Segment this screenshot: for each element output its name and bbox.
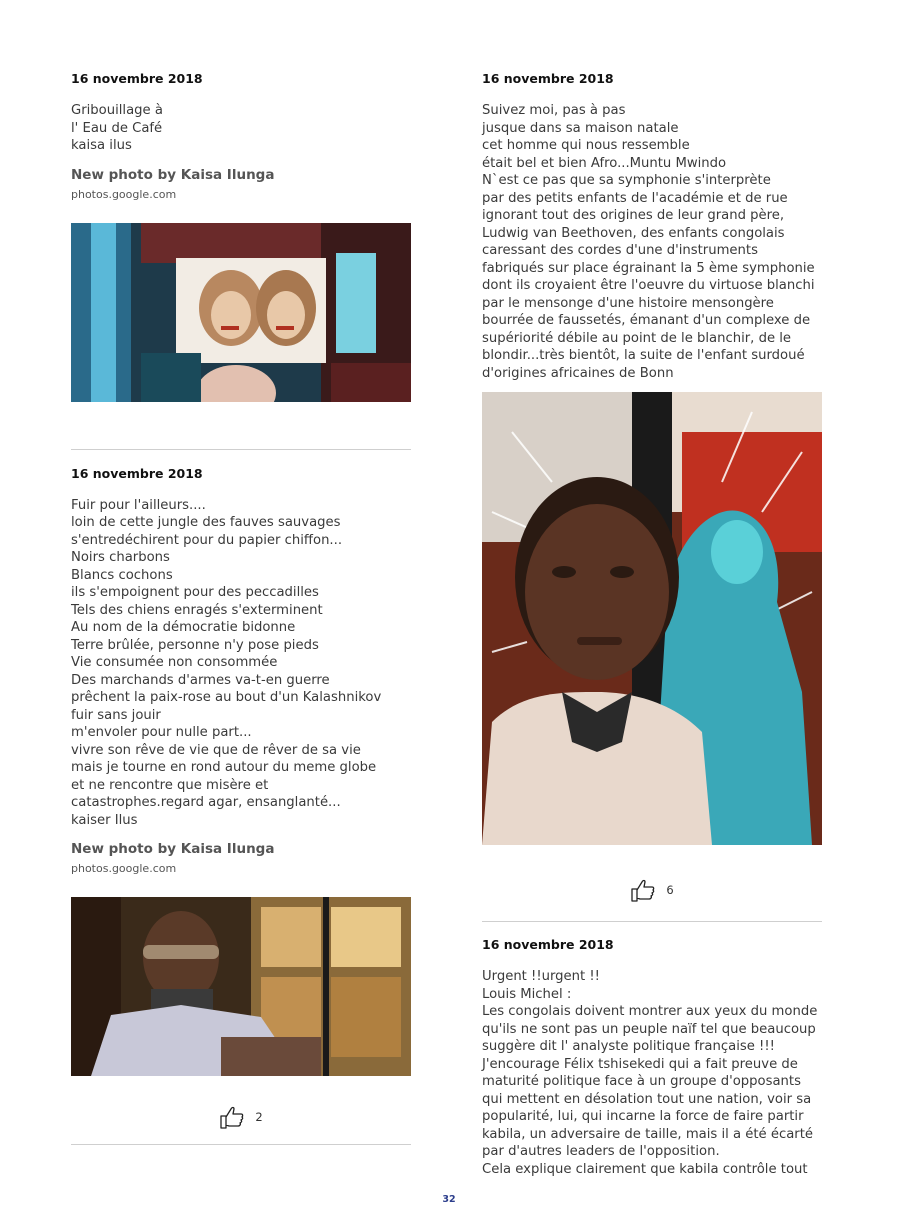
post-line: caressant des cordes d'une d'instruments xyxy=(482,243,758,258)
post-line: prêchent la paix-rose au bout d'un Kalashnikov xyxy=(71,690,382,705)
thumbs-up-icon[interactable] xyxy=(630,877,656,903)
post-date: 16 novembre 2018 xyxy=(482,71,614,86)
post-text xyxy=(482,968,822,1178)
post-line: J'encourage Félix tshisekedi qui a fait preuve de xyxy=(482,1056,798,1072)
post-line: m'envoler pour nulle part... xyxy=(71,725,252,740)
post-line: Ludwig van Beethoven, des enfants congolais xyxy=(482,225,785,241)
post-line: bourrée de faussetés, émanant d'un complexe de xyxy=(482,313,811,328)
post-line: cet homme qui nous ressemble xyxy=(482,138,690,153)
post-line: Noirs charbons xyxy=(71,550,170,565)
post-line: par le mensonge d'une histoire mensongère xyxy=(482,295,774,311)
left-column xyxy=(71,70,411,1145)
post-text xyxy=(71,102,411,155)
like-count: 2 xyxy=(255,1110,263,1124)
post-line: Blancs cochons xyxy=(71,567,173,583)
post-line: catastrophes.regard agar, ensanglanté... xyxy=(71,795,341,810)
post-line: Gribouillage à xyxy=(71,103,163,118)
post-line: Vie consumée non consommée xyxy=(71,655,278,670)
post-line: fabriqués sur place égrainant la 5 ème symphonie xyxy=(482,260,815,276)
post-line: par d'autres leaders de l'opposition. xyxy=(482,1144,720,1159)
post-line: était bel et bien Afro...Muntu Mwindo xyxy=(482,155,727,171)
post-line: et ne rencontre que misère et xyxy=(71,777,269,793)
post-line: Fuir pour l'ailleurs.... xyxy=(71,497,206,513)
divider xyxy=(71,1144,411,1145)
post-line: ils s'empoignent pour des peccadilles xyxy=(71,585,319,600)
post-line: Au nom de la démocratie bidonne xyxy=(71,620,296,635)
post-line: qu'ils ne sont pas un peuple naïf tel que beaucoup xyxy=(482,1021,816,1037)
post-date: 16 novembre 2018 xyxy=(71,465,203,481)
post-text xyxy=(482,102,822,382)
post-line: Les congolais doivent montrer aux yeux du monde xyxy=(482,1004,818,1019)
post-beethoven xyxy=(482,70,822,922)
like-row xyxy=(71,1104,411,1130)
post-line: jusque dans sa maison natale xyxy=(482,120,679,136)
post-line: Urgent !!urgent !! xyxy=(482,969,600,984)
post-line: l' Eau de Café xyxy=(71,120,163,136)
photo-link-title[interactable]: New photo by Kaisa Ilunga xyxy=(71,166,275,183)
post-date: 16 novembre 2018 xyxy=(482,937,614,952)
post-line: Cela explique clairement que kabila contrôle tout xyxy=(482,1161,808,1177)
post-line: loin de cette jungle des fauves sauvages xyxy=(71,515,341,530)
post-line: mais je tourne en rond autour du meme globe xyxy=(71,760,377,775)
post-line: ignorant tout des origines de leur grand père, xyxy=(482,208,785,223)
post-line: kaiser Ilus xyxy=(71,812,138,828)
post-fuir xyxy=(71,465,411,1146)
portrait-photo[interactable] xyxy=(71,897,411,1076)
post-line: Louis Michel : xyxy=(482,986,572,1002)
selfie-statue-photo[interactable] xyxy=(482,392,822,845)
post-line: kaisa ilus xyxy=(71,138,132,153)
post-line: Tels des chiens enragés s'exterminent xyxy=(71,602,323,618)
divider xyxy=(482,921,822,922)
post-line: suggère dit l' analyste politique française !!! xyxy=(482,1039,775,1054)
post-text xyxy=(71,497,411,830)
post-line: N`est ce pas que sa symphonie s'interprète xyxy=(482,173,771,188)
post-line: maturité politique face à un groupe d'opposants xyxy=(482,1074,801,1089)
post-date: 16 novembre 2018 xyxy=(71,71,203,86)
like-count: 6 xyxy=(666,883,674,897)
painting-photo[interactable] xyxy=(71,223,411,402)
post-line: kabila, un adversaire de taille, mais il a été écarté xyxy=(482,1126,814,1142)
post-line: blondir...très bientôt, la suite de l'enfant surdoué xyxy=(482,348,805,363)
photo-link-source[interactable]: photos.google.com xyxy=(71,187,177,201)
post-urgent xyxy=(482,936,822,1178)
post-line: s'entredéchirent pour du papier chiffon... xyxy=(71,532,343,548)
post-line: Suivez moi, pas à pas xyxy=(482,103,626,118)
post-line: Terre brûlée, personne n'y pose pieds xyxy=(71,637,319,653)
divider xyxy=(71,449,411,450)
right-column xyxy=(482,70,822,1178)
post-line: popularité, lui, qui incarne la force de faire partir xyxy=(482,1109,804,1124)
thumbs-up-icon[interactable] xyxy=(219,1104,245,1130)
post-line: fuir sans jouir xyxy=(71,707,161,723)
post-line: supériorité débile au point de le blanchir, de le xyxy=(482,330,792,346)
page-number: 32 xyxy=(442,1194,456,1205)
post-line: par des petits enfants de l'académie et de rue xyxy=(482,190,788,206)
post-line: d'origines africaines de Bonn xyxy=(482,365,674,381)
post-line: vivre son rêve de vie que de rêver de sa vie xyxy=(71,742,361,758)
post-line: qui mettent en désolation tout une nation, voir sa xyxy=(482,1091,812,1107)
photo-link-title[interactable]: New photo by Kaisa Ilunga xyxy=(71,841,275,857)
post-gribouillage xyxy=(71,70,411,450)
photo-link-source[interactable]: photos.google.com xyxy=(71,862,177,875)
post-line: Des marchands d'armes va-t-en guerre xyxy=(71,672,330,688)
post-line: dont ils croyaient être l'oeuvre du virtuose blanchi xyxy=(482,278,815,293)
like-row xyxy=(482,877,822,903)
